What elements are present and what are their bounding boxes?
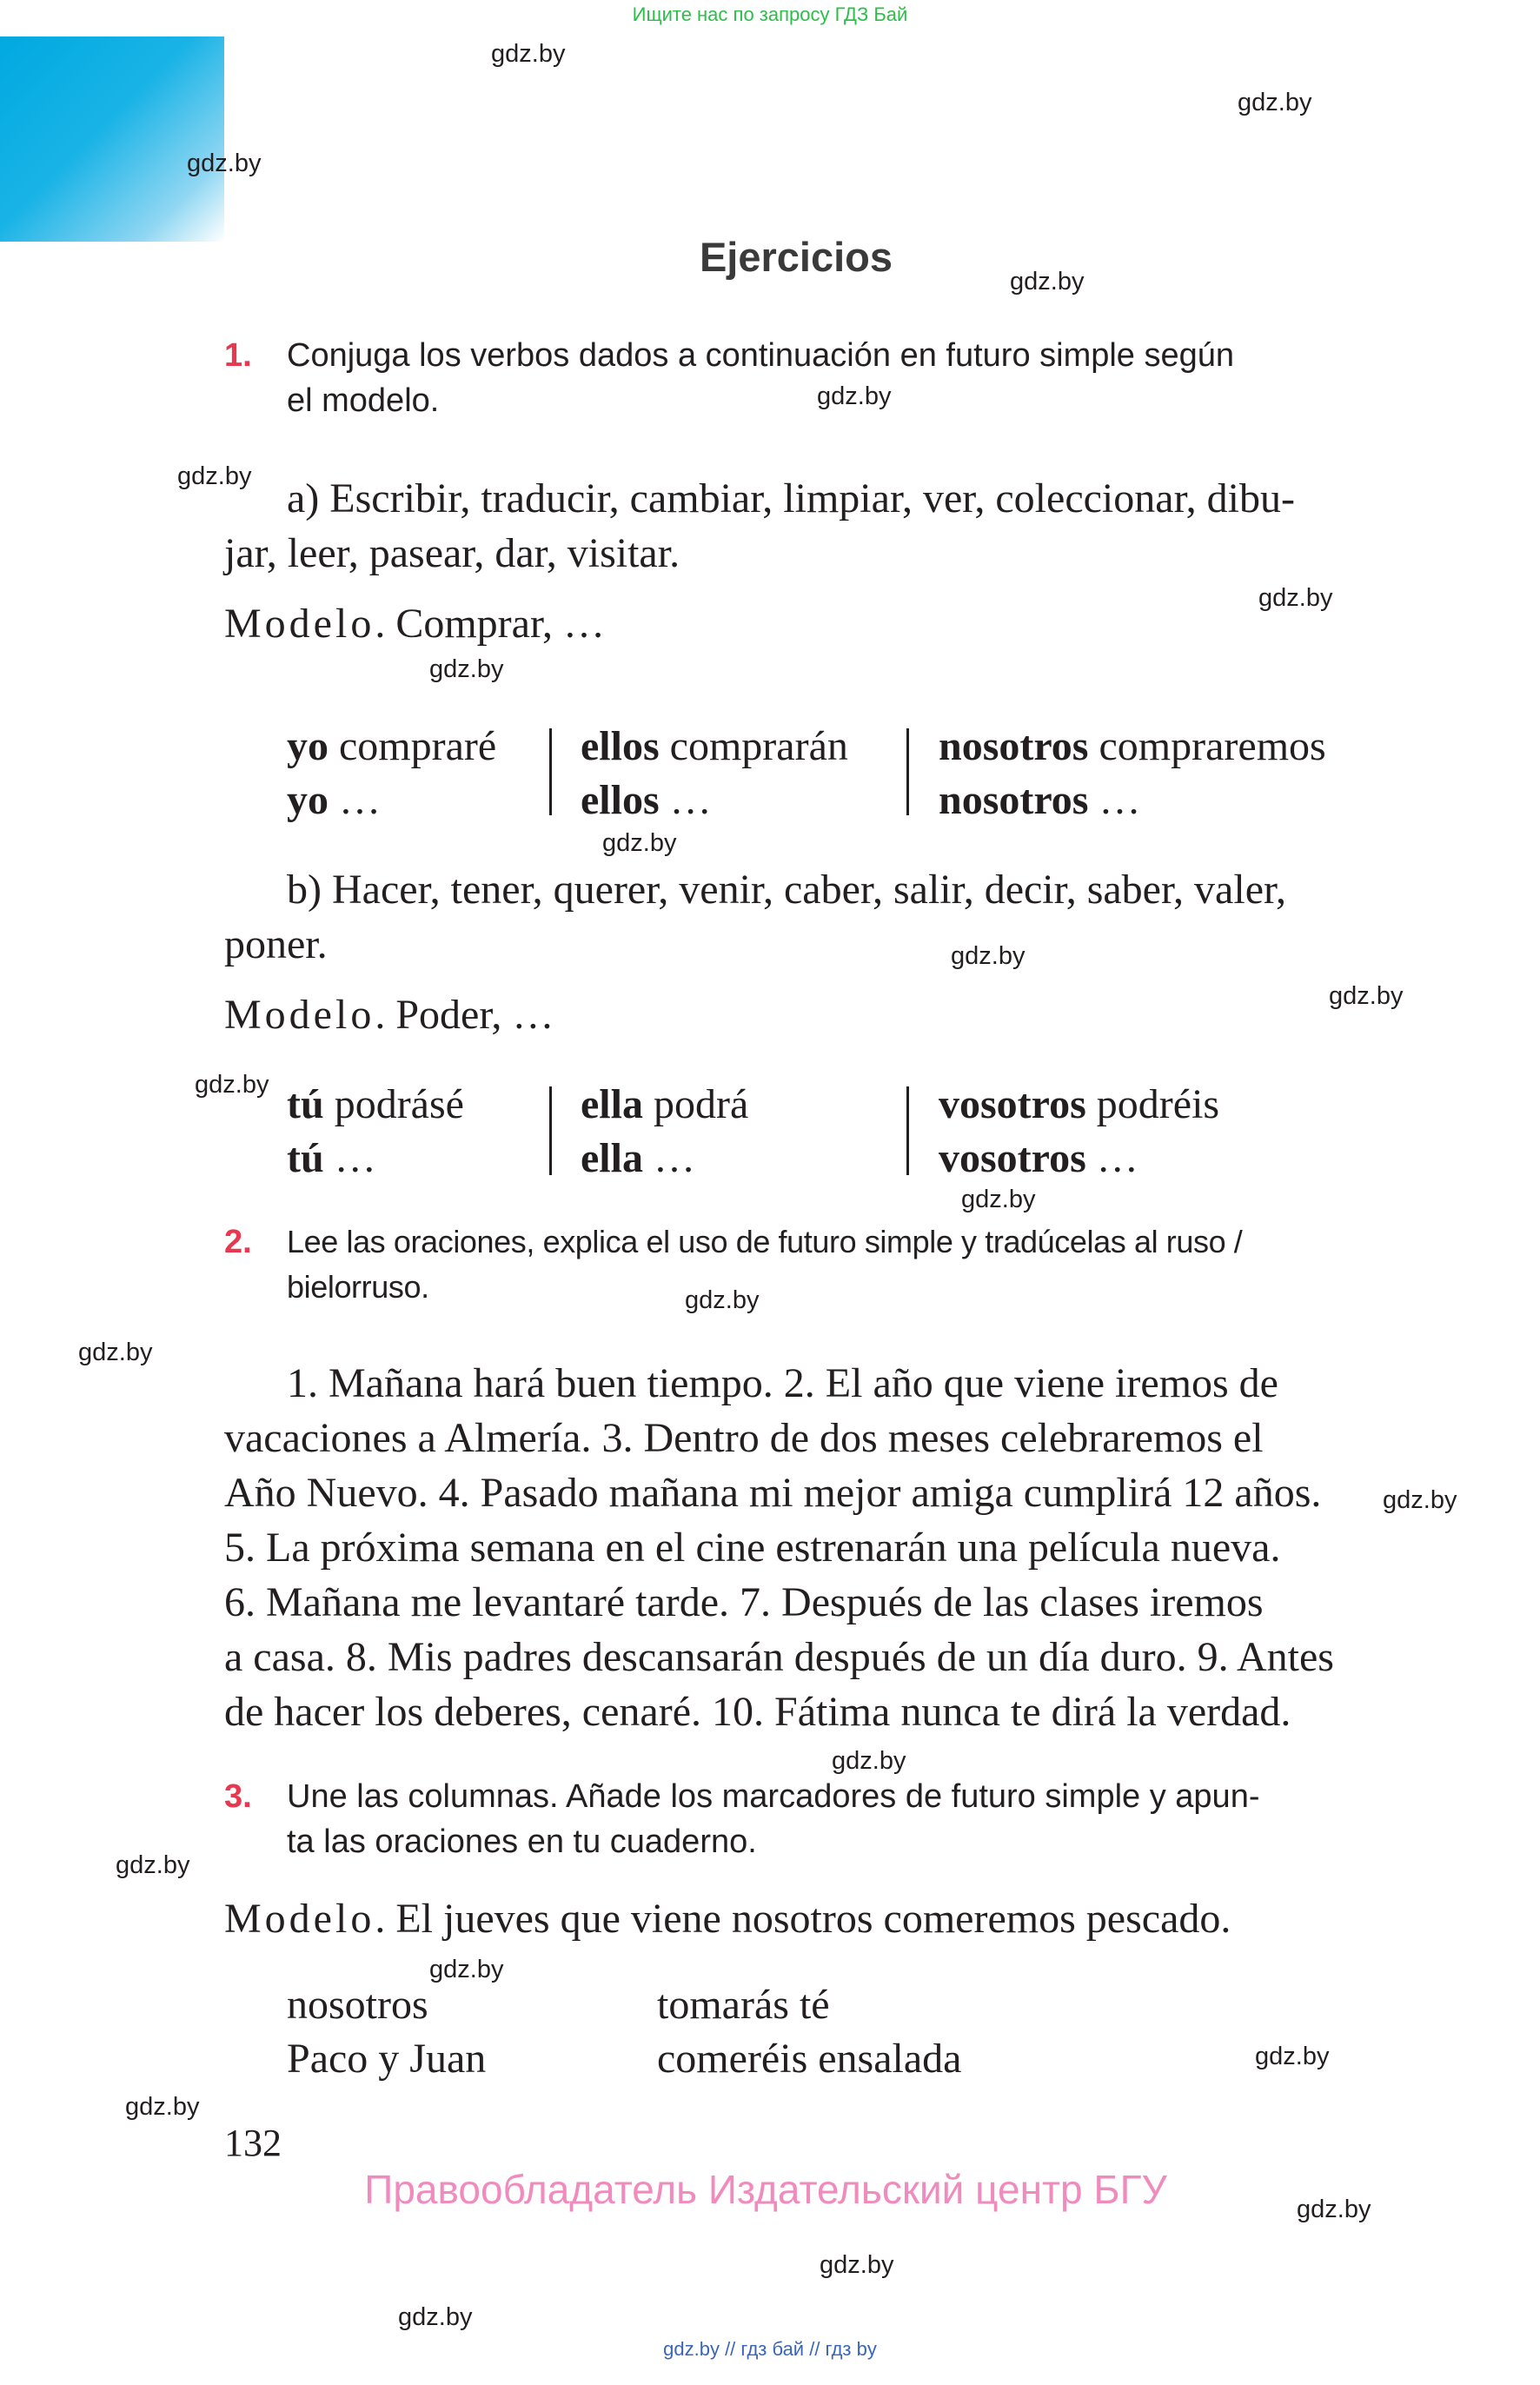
conjugation-row: yo … <box>287 777 381 823</box>
watermark: gdz.by <box>429 655 504 683</box>
corner-decoration <box>0 37 224 242</box>
sentence-line: de hacer los deberes, cenaré. 10. Fátima nunca te dirá la verdad. <box>224 1689 1291 1735</box>
column-divider <box>906 1086 909 1175</box>
watermark: gdz.by <box>1383 1486 1457 1514</box>
model-example <box>224 600 605 648</box>
conjugation-column <box>939 720 1326 827</box>
sentence-line: 6. Mañana me levantaré tarde. 7. Después de las clases iremos <box>224 1579 1264 1625</box>
watermark: gdz.by <box>1258 584 1333 612</box>
watermark: gdz.by <box>78 1339 153 1366</box>
watermark: gdz.by <box>1297 2196 1371 2223</box>
part-b-text: b) Hacer, tener, querer, venir, caber, salir, decir, saber, valer, <box>287 867 1287 913</box>
page-title: Ejercicios <box>699 234 893 280</box>
instruction-line: el modelo. <box>287 382 440 419</box>
conjugation-column <box>581 720 848 827</box>
watermark: gdz.by <box>832 1747 906 1775</box>
exercise-instruction <box>287 1219 1417 1310</box>
sentence-line: 5. La próxima semana en el cine estrenarán una película nueva. <box>224 1525 1281 1571</box>
conjugation-column <box>287 1078 464 1186</box>
conjugation-row: yo compraré <box>287 723 497 769</box>
model-text: . Comprar, … <box>375 601 606 647</box>
exercise-instruction <box>287 1774 1399 1864</box>
model-label: Modelo <box>224 601 375 647</box>
sentences-paragraph <box>224 1356 1367 1739</box>
conjugation-row: vosotros podréis <box>939 1081 1220 1127</box>
match-left-column <box>287 1978 486 2086</box>
conjugation-row: vosotros … <box>939 1135 1138 1181</box>
watermark: gdz.by <box>1238 89 1312 116</box>
watermark: gdz.by <box>820 2251 894 2279</box>
match-item: tomarás té <box>657 1982 830 2028</box>
conjugation-row: ella podrá <box>581 1081 749 1127</box>
top-banner[interactable]: Ищите нас по запросу ГДЗ Бай <box>632 3 908 25</box>
instruction-line: Conjuga los verbos dados a continuación en futuro simple según <box>287 337 1235 374</box>
exercise-instruction <box>287 333 1364 423</box>
exercise-number: 2. <box>224 1224 252 1260</box>
sentence-line: vacaciones a Almería. 3. Dentro de dos meses celebraremos el <box>224 1415 1264 1461</box>
instruction-line: Lee las oraciones, explica el uso de futuro simple y tradúcelas al ruso / <box>287 1224 1243 1259</box>
model-label: Modelo <box>224 1896 375 1942</box>
match-item: Paco y Juan <box>287 2036 487 2082</box>
watermark: gdz.by <box>1255 2043 1330 2070</box>
instruction-line: bielorruso. <box>287 1269 429 1305</box>
watermark: gdz.by <box>195 1071 269 1099</box>
conjugation-row: ella … <box>581 1135 695 1181</box>
conjugation-column <box>287 720 496 827</box>
watermark: gdz.by <box>177 462 252 490</box>
conjugation-column <box>939 1078 1219 1186</box>
sentence-line: a casa. 8. Mis padres descansarán después de un día duro. 9. Antes <box>224 1634 1334 1680</box>
match-item: comeréis ensalada <box>657 2036 962 2082</box>
watermark: gdz.by <box>1329 982 1404 1010</box>
copyright-footer: Правообладатель Издательский центр БГУ <box>364 2167 1167 2212</box>
conjugation-row: ellos … <box>581 777 712 823</box>
column-divider <box>549 728 552 815</box>
conjugation-row: ellos comprarán <box>581 723 848 769</box>
watermark: gdz.by <box>398 2303 473 2331</box>
model-example <box>224 991 554 1039</box>
match-right-column <box>657 1978 961 2086</box>
instruction-line: Une las columnas. Añade los marcadores de futuro simple y apun- <box>287 1778 1260 1815</box>
watermark: gdz.by <box>491 40 566 68</box>
watermark: gdz.by <box>602 829 677 857</box>
watermark: gdz.by <box>685 1286 760 1314</box>
model-text: . Poder, … <box>375 992 554 1038</box>
page-number: 132 <box>224 2122 282 2164</box>
watermark: gdz.by <box>429 1956 504 1983</box>
bottom-links[interactable]: gdz.by // гдз бай // гдз by <box>663 2338 877 2360</box>
sentence-line: 1. Mañana hará buen tiempo. 2. El año que viene iremos de <box>287 1360 1278 1406</box>
exercise-number: 1. <box>224 337 252 374</box>
watermark: gdz.by <box>187 149 262 177</box>
sentence-line: Año Nuevo. 4. Pasado mañana mi mejor amiga cumplirá 12 años. <box>224 1470 1322 1516</box>
model-example <box>224 1895 1231 1943</box>
conjugation-row: tú podrásé <box>287 1081 464 1127</box>
column-divider <box>906 728 909 815</box>
model-text: . El jueves que viene nosotros comeremos pescado. <box>375 1896 1231 1942</box>
watermark: gdz.by <box>961 1186 1036 1213</box>
part-b-text: poner. <box>224 921 328 967</box>
model-label: Modelo <box>224 992 375 1038</box>
exercise-number: 3. <box>224 1778 252 1815</box>
watermark: gdz.by <box>817 382 892 410</box>
conjugation-column <box>581 1078 748 1186</box>
conjugation-row: tú … <box>287 1135 376 1181</box>
conjugation-row: nosotros … <box>939 777 1141 823</box>
watermark: gdz.by <box>116 1851 190 1879</box>
conjugation-row: nosotros compraremos <box>939 723 1326 769</box>
watermark: gdz.by <box>951 942 1026 970</box>
column-divider <box>549 1086 552 1175</box>
watermark: gdz.by <box>125 2093 200 2121</box>
match-item: nosotros <box>287 1982 428 2028</box>
watermark: gdz.by <box>1010 268 1085 296</box>
instruction-line: ta las oraciones en tu cuaderno. <box>287 1824 757 1860</box>
part-a-text: jar, leer, pasear, dar, visitar. <box>224 530 680 576</box>
part-a-text: a) Escribir, traducir, cambiar, limpiar, ver, coleccionar, dibu- <box>287 475 1295 522</box>
